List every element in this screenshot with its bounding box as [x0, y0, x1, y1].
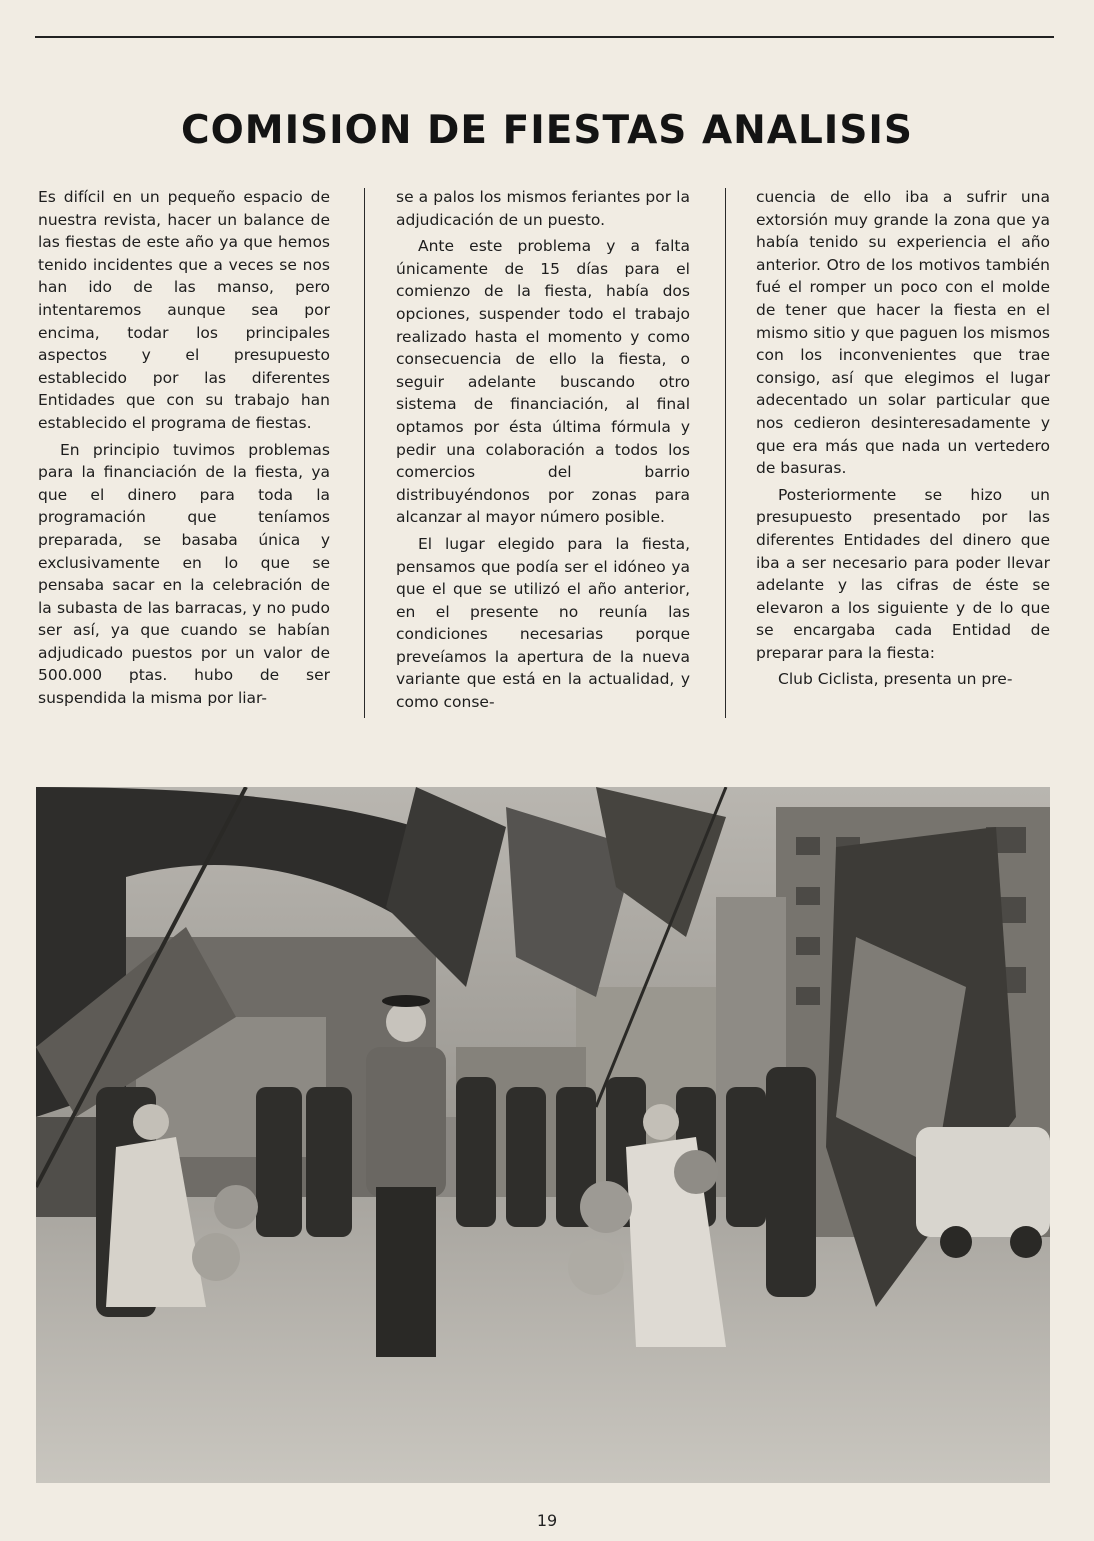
top-rule: [35, 36, 1054, 38]
page-number: 19: [536, 1511, 558, 1530]
paragraph: se a palos los mismos feriantes por la adjudicación de un puesto.: [396, 188, 690, 229]
column-3: [756, 186, 1050, 695]
column-divider: [364, 188, 365, 718]
parade-photo-illustration: [36, 787, 1050, 1483]
parade-photo: [36, 787, 1050, 1483]
paragraph: En principio tuvimos problemas para la financiación de la fiesta, ya que el dinero para toda la programación que teníamos preparada, se basaba única y exclusivamente en lo que se pensaba sacar en la celebración de la subasta de las barracas, y no pudo ser así, ya que cuando se habían adjudicado puestos por un valor de 500.000 ptas. hubo de ser suspendida la misma por liar-: [38, 440, 330, 708]
paragraph: Posteriormente se hizo un presupuesto presentado por las diferentes Entidades del dinero que iba a ser necesario para poder llevar adelante y las cifras de éste se elevaron a los siguiente y de lo que se encargaba cada Entidad de preparar para la fiesta:: [756, 485, 1050, 662]
headline: COMISION DE FIESTAS ANALISIS: [180, 108, 914, 153]
paragraph: cuencia de ello iba a sufrir una extorsión muy grande la zona que ya había tenido su experiencia el año anterior. Otro de los motivos también fué el romper un poco con el molde de tener que hacer la fiesta en el mismo sitio y que paguen los mismos con los inconvenientes que trae consigo, así que elegimos el lugar adecentado un solar particular que nos cedieron desinteresadamente y que era más que nada un vertedero de basuras.: [756, 188, 1050, 478]
column-2: [396, 186, 690, 718]
column-1: [38, 186, 330, 714]
paragraph: Es difícil en un pequeño espacio de nuestra revista, hacer un balance de las fiestas de este año ya que hemos tenido incidentes que a veces se nos han ido de las manso, pero intentaremos aunque sea por encima, todar los principales aspectos y el presupuesto establecido por las diferentes Entidades que con su trabajo han establecido el programa de fiestas.: [38, 188, 330, 432]
paragraph: Ante este problema y a falta únicamente de 15 días para el comienzo de la fiesta, había dos opciones, suspender todo el trabajo realizado hasta el momento y como consecuencia de ello la fiesta, o seguir adelante buscando otro sistema de financiación, al final optamos por ésta última fórmula y pedir una colaboración a todos los comercios del barrio distribuyéndonos por zonas para alcanzar al mayor número posible.: [396, 237, 690, 527]
paragraph: Club Ciclista, presenta un pre-: [778, 670, 1013, 689]
column-divider: [725, 188, 726, 718]
paragraph: El lugar elegido para la fiesta, pensamos que podía ser el idóneo ya que el que se utilizó el año anterior, en el presente no reunía las condiciones necesarias porque preveíamos la apertura de la nueva variante que está en la actualidad, y como conse-: [396, 534, 690, 712]
